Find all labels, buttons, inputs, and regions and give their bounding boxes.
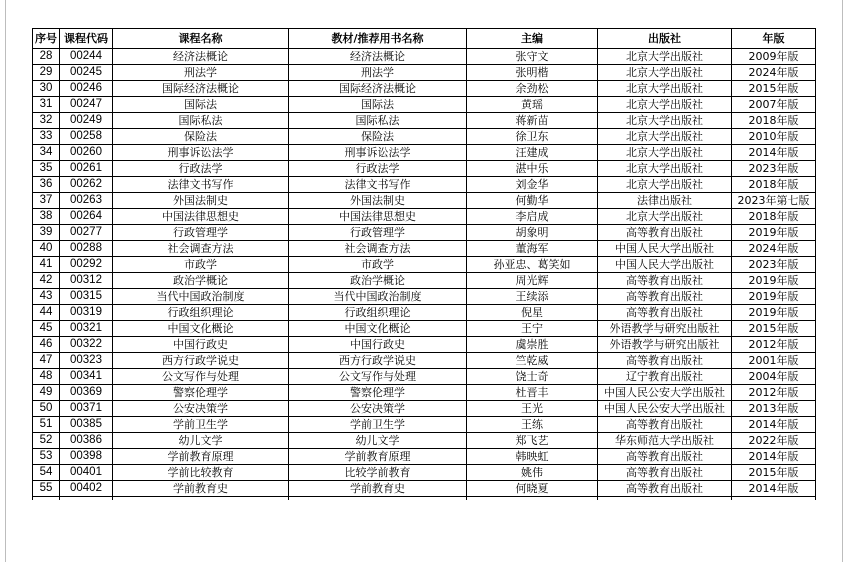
cell-editor: 王练 xyxy=(467,417,598,433)
cell-course-code: 00258 xyxy=(60,129,113,145)
cell-cropped xyxy=(732,497,816,501)
cell-edition: 2023年版 xyxy=(732,257,816,273)
cell-publisher: 北京大学出版社 xyxy=(598,129,732,145)
cell-index: 35 xyxy=(33,161,60,177)
cell-edition: 2015年版 xyxy=(732,465,816,481)
table-row xyxy=(33,449,816,465)
cell-publisher: 高等教育出版社 xyxy=(598,417,732,433)
cell-publisher: 中国人民公安大学出版社 xyxy=(598,385,732,401)
table-row xyxy=(33,241,816,257)
cell-publisher: 辽宁教育出版社 xyxy=(598,369,732,385)
cell-textbook-name: 外国法制史 xyxy=(289,193,467,209)
cell-edition: 2014年版 xyxy=(732,449,816,465)
cell-course-name: 公文写作与处理 xyxy=(113,369,289,385)
cell-edition: 2014年版 xyxy=(732,417,816,433)
cell-course-code: 00246 xyxy=(60,81,113,97)
table-row xyxy=(33,273,816,289)
cell-index: 44 xyxy=(33,305,60,321)
cell-edition: 2024年版 xyxy=(732,241,816,257)
cell-course-code: 00319 xyxy=(60,305,113,321)
cell-course-name: 公安决策学 xyxy=(113,401,289,417)
cell-edition: 2001年版 xyxy=(732,353,816,369)
table-row xyxy=(33,209,816,225)
cell-course-name: 西方行政学说史 xyxy=(113,353,289,369)
cell-course-code: 00321 xyxy=(60,321,113,337)
cell-editor: 李启成 xyxy=(467,209,598,225)
cell-edition: 2024年版 xyxy=(732,65,816,81)
cell-index: 48 xyxy=(33,369,60,385)
cell-editor: 倪星 xyxy=(467,305,598,321)
cell-textbook-name: 刑法学 xyxy=(289,65,467,81)
cell-textbook-name: 西方行政学说史 xyxy=(289,353,467,369)
cell-cropped xyxy=(113,497,289,501)
cell-index: 33 xyxy=(33,129,60,145)
cell-publisher: 高等教育出版社 xyxy=(598,449,732,465)
cell-editor: 刘金华 xyxy=(467,177,598,193)
cell-editor: 湛中乐 xyxy=(467,161,598,177)
cell-course-name: 刑事诉讼法学 xyxy=(113,145,289,161)
cell-course-code: 00402 xyxy=(60,481,113,497)
cell-edition: 2019年版 xyxy=(732,225,816,241)
cell-edition: 2015年版 xyxy=(732,321,816,337)
table-row xyxy=(33,129,816,145)
cell-course-code: 00260 xyxy=(60,145,113,161)
cell-editor: 徐卫东 xyxy=(467,129,598,145)
course-textbook-table xyxy=(32,28,816,500)
cell-course-name: 学前教育史 xyxy=(113,481,289,497)
cell-course-name: 国际经济法概论 xyxy=(113,81,289,97)
cell-edition: 2014年版 xyxy=(732,481,816,497)
cell-course-code: 00401 xyxy=(60,465,113,481)
cell-course-code: 00249 xyxy=(60,113,113,129)
table-row xyxy=(33,161,816,177)
cell-textbook-name: 警察伦理学 xyxy=(289,385,467,401)
cell-course-name: 外国法制史 xyxy=(113,193,289,209)
header-course-name: 课程名称 xyxy=(113,29,289,49)
cell-index: 32 xyxy=(33,113,60,129)
cell-textbook-name: 中国文化概论 xyxy=(289,321,467,337)
cell-edition: 2012年版 xyxy=(732,385,816,401)
cell-publisher: 高等教育出版社 xyxy=(598,273,732,289)
cell-edition: 2012年版 xyxy=(732,337,816,353)
cell-edition: 2014年版 xyxy=(732,145,816,161)
cell-textbook-name: 保险法 xyxy=(289,129,467,145)
cell-publisher: 北京大学出版社 xyxy=(598,65,732,81)
cell-edition: 2009年版 xyxy=(732,49,816,65)
table-row xyxy=(33,305,816,321)
cell-textbook-name: 刑事诉讼法学 xyxy=(289,145,467,161)
cell-course-code: 00323 xyxy=(60,353,113,369)
cell-publisher: 高等教育出版社 xyxy=(598,481,732,497)
cell-index: 52 xyxy=(33,433,60,449)
cell-index: 53 xyxy=(33,449,60,465)
cell-publisher: 北京大学出版社 xyxy=(598,161,732,177)
table-row xyxy=(33,401,816,417)
cell-course-code: 00371 xyxy=(60,401,113,417)
cell-publisher: 北京大学出版社 xyxy=(598,177,732,193)
cell-edition: 2019年版 xyxy=(732,305,816,321)
cell-publisher: 外语教学与研究出版社 xyxy=(598,337,732,353)
cell-index: 30 xyxy=(33,81,60,97)
cell-index: 29 xyxy=(33,65,60,81)
cell-textbook-name: 中国法律思想史 xyxy=(289,209,467,225)
cell-cropped xyxy=(289,497,467,501)
cell-editor: 胡象明 xyxy=(467,225,598,241)
table-header-row xyxy=(33,29,816,49)
cell-editor: 何晓夏 xyxy=(467,481,598,497)
table-row xyxy=(33,225,816,241)
cell-editor: 杜晋丰 xyxy=(467,385,598,401)
cell-textbook-name: 幼儿文学 xyxy=(289,433,467,449)
table-row xyxy=(33,177,816,193)
cell-course-code: 00369 xyxy=(60,385,113,401)
cell-editor: 虞崇胜 xyxy=(467,337,598,353)
page-edge-right xyxy=(842,0,843,562)
cell-index: 51 xyxy=(33,417,60,433)
cell-publisher: 北京大学出版社 xyxy=(598,49,732,65)
cell-course-name: 国际私法 xyxy=(113,113,289,129)
cell-textbook-name: 行政组织理论 xyxy=(289,305,467,321)
cell-publisher: 高等教育出版社 xyxy=(598,305,732,321)
cell-editor: 王光 xyxy=(467,401,598,417)
cell-course-code: 00341 xyxy=(60,369,113,385)
cell-textbook-name: 经济法概论 xyxy=(289,49,467,65)
cell-course-name: 幼儿文学 xyxy=(113,433,289,449)
cell-publisher: 中国人民公安大学出版社 xyxy=(598,401,732,417)
header-course-code: 课程代码 xyxy=(60,29,113,49)
cell-course-name: 中国行政史 xyxy=(113,337,289,353)
cell-course-name: 经济法概论 xyxy=(113,49,289,65)
cell-index: 40 xyxy=(33,241,60,257)
cell-course-name: 学前卫生学 xyxy=(113,417,289,433)
cell-editor: 余劲松 xyxy=(467,81,598,97)
cell-course-name: 市政学 xyxy=(113,257,289,273)
cell-textbook-name: 比较学前教育 xyxy=(289,465,467,481)
table-row xyxy=(33,369,816,385)
cell-editor: 郑飞艺 xyxy=(467,433,598,449)
table-row xyxy=(33,353,816,369)
cell-course-name: 中国法律思想史 xyxy=(113,209,289,225)
cell-editor: 何勤华 xyxy=(467,193,598,209)
cell-textbook-name: 学前卫生学 xyxy=(289,417,467,433)
cell-publisher: 北京大学出版社 xyxy=(598,81,732,97)
cell-course-code: 00292 xyxy=(60,257,113,273)
table-row xyxy=(33,321,816,337)
cell-index: 28 xyxy=(33,49,60,65)
table-row xyxy=(33,385,816,401)
table-row xyxy=(33,433,816,449)
cell-index: 49 xyxy=(33,385,60,401)
table-row xyxy=(33,65,816,81)
cell-editor: 汪建成 xyxy=(467,145,598,161)
table-row xyxy=(33,49,816,65)
cell-textbook-name: 市政学 xyxy=(289,257,467,273)
cell-textbook-name: 国际私法 xyxy=(289,113,467,129)
cell-course-code: 00385 xyxy=(60,417,113,433)
cell-course-name: 国际法 xyxy=(113,97,289,113)
cell-edition: 2018年版 xyxy=(732,113,816,129)
cell-edition: 2007年版 xyxy=(732,97,816,113)
cell-course-code: 00398 xyxy=(60,449,113,465)
cell-edition: 2022年版 xyxy=(732,433,816,449)
cell-cropped xyxy=(467,497,598,501)
cell-course-code: 00322 xyxy=(60,337,113,353)
cell-publisher: 中国人民大学出版社 xyxy=(598,241,732,257)
cell-index: 54 xyxy=(33,465,60,481)
cell-publisher: 北京大学出版社 xyxy=(598,97,732,113)
header-editor: 主编 xyxy=(467,29,598,49)
cell-publisher: 高等教育出版社 xyxy=(598,353,732,369)
cell-editor: 姚伟 xyxy=(467,465,598,481)
cell-editor: 饶士奇 xyxy=(467,369,598,385)
cell-edition: 2013年版 xyxy=(732,401,816,417)
cell-edition: 2018年版 xyxy=(732,177,816,193)
table-row xyxy=(33,145,816,161)
cell-edition: 2019年版 xyxy=(732,273,816,289)
cell-editor: 韩映虹 xyxy=(467,449,598,465)
cell-course-code: 00312 xyxy=(60,273,113,289)
cell-textbook-name: 社会调查方法 xyxy=(289,241,467,257)
cell-course-name: 社会调查方法 xyxy=(113,241,289,257)
cell-editor: 张守文 xyxy=(467,49,598,65)
cell-course-name: 行政管理学 xyxy=(113,225,289,241)
cell-edition: 2004年版 xyxy=(732,369,816,385)
cell-course-code: 00245 xyxy=(60,65,113,81)
cell-course-name: 行政组织理论 xyxy=(113,305,289,321)
cell-course-code: 00261 xyxy=(60,161,113,177)
cell-editor: 董海军 xyxy=(467,241,598,257)
cell-textbook-name: 行政管理学 xyxy=(289,225,467,241)
cell-index: 34 xyxy=(33,145,60,161)
cell-course-name: 刑法学 xyxy=(113,65,289,81)
cell-course-name: 学前比较教育 xyxy=(113,465,289,481)
cell-index: 41 xyxy=(33,257,60,273)
cell-textbook-name: 政治学概论 xyxy=(289,273,467,289)
cell-publisher: 法律出版社 xyxy=(598,193,732,209)
cell-edition: 2023年版 xyxy=(732,161,816,177)
cell-publisher: 高等教育出版社 xyxy=(598,225,732,241)
table-row xyxy=(33,113,816,129)
cell-publisher: 中国人民大学出版社 xyxy=(598,257,732,273)
cell-index: 43 xyxy=(33,289,60,305)
cell-editor: 张明楷 xyxy=(467,65,598,81)
cell-course-name: 法律文书写作 xyxy=(113,177,289,193)
cell-textbook-name: 国际经济法概论 xyxy=(289,81,467,97)
table-row xyxy=(33,417,816,433)
cell-textbook-name: 公文写作与处理 xyxy=(289,369,467,385)
cell-course-name: 保险法 xyxy=(113,129,289,145)
table-row xyxy=(33,193,816,209)
header-edition: 年版 xyxy=(732,29,816,49)
cell-course-code: 00277 xyxy=(60,225,113,241)
cell-course-name: 警察伦理学 xyxy=(113,385,289,401)
cell-index: 47 xyxy=(33,353,60,369)
table-row xyxy=(33,481,816,497)
cell-publisher: 高等教育出版社 xyxy=(598,465,732,481)
cell-publisher: 北京大学出版社 xyxy=(598,145,732,161)
table-row xyxy=(33,257,816,273)
cell-textbook-name: 公安决策学 xyxy=(289,401,467,417)
cell-textbook-name: 法律文书写作 xyxy=(289,177,467,193)
cell-edition: 2018年版 xyxy=(732,209,816,225)
cell-course-code: 00386 xyxy=(60,433,113,449)
cell-course-code: 00264 xyxy=(60,209,113,225)
cell-edition: 2023年第七版 xyxy=(732,193,816,209)
header-textbook-name: 教材/推荐用书名称 xyxy=(289,29,467,49)
cell-editor: 黄瑶 xyxy=(467,97,598,113)
cell-publisher: 北京大学出版社 xyxy=(598,113,732,129)
cell-publisher: 华东师范大学出版社 xyxy=(598,433,732,449)
cell-edition: 2010年版 xyxy=(732,129,816,145)
cell-course-name: 学前教育原理 xyxy=(113,449,289,465)
cell-course-name: 当代中国政治制度 xyxy=(113,289,289,305)
cell-index: 36 xyxy=(33,177,60,193)
table-row xyxy=(33,337,816,353)
cell-course-code: 00315 xyxy=(60,289,113,305)
table-row xyxy=(33,289,816,305)
cell-editor: 蒋新苗 xyxy=(467,113,598,129)
table-row-cropped xyxy=(33,497,816,501)
cell-index: 37 xyxy=(33,193,60,209)
cell-course-code: 00263 xyxy=(60,193,113,209)
page-edge-left xyxy=(5,0,6,562)
cell-cropped xyxy=(33,497,60,501)
cell-editor: 王续添 xyxy=(467,289,598,305)
cell-textbook-name: 国际法 xyxy=(289,97,467,113)
cell-index: 46 xyxy=(33,337,60,353)
cell-index: 31 xyxy=(33,97,60,113)
cell-textbook-name: 学前教育原理 xyxy=(289,449,467,465)
cell-cropped xyxy=(598,497,732,501)
cell-course-name: 政治学概论 xyxy=(113,273,289,289)
cell-publisher: 外语教学与研究出版社 xyxy=(598,321,732,337)
header-index: 序号 xyxy=(33,29,60,49)
cell-course-name: 中国文化概论 xyxy=(113,321,289,337)
cell-editor: 孙亚忠、葛笑如 xyxy=(467,257,598,273)
header-publisher: 出版社 xyxy=(598,29,732,49)
cell-publisher: 北京大学出版社 xyxy=(598,209,732,225)
cell-index: 55 xyxy=(33,481,60,497)
cell-textbook-name: 学前教育史 xyxy=(289,481,467,497)
cell-textbook-name: 行政法学 xyxy=(289,161,467,177)
cell-course-code: 00262 xyxy=(60,177,113,193)
cell-course-code: 00247 xyxy=(60,97,113,113)
cell-publisher: 高等教育出版社 xyxy=(598,289,732,305)
table-row xyxy=(33,81,816,97)
table-body xyxy=(33,49,816,501)
cell-textbook-name: 当代中国政治制度 xyxy=(289,289,467,305)
cell-index: 39 xyxy=(33,225,60,241)
table-row xyxy=(33,97,816,113)
cell-editor: 周光辉 xyxy=(467,273,598,289)
table-row xyxy=(33,465,816,481)
cell-textbook-name: 中国行政史 xyxy=(289,337,467,353)
cell-edition: 2015年版 xyxy=(732,81,816,97)
cell-course-code: 00288 xyxy=(60,241,113,257)
cell-index: 42 xyxy=(33,273,60,289)
cell-cropped xyxy=(60,497,113,501)
cell-index: 38 xyxy=(33,209,60,225)
cell-editor: 竺乾威 xyxy=(467,353,598,369)
cell-index: 50 xyxy=(33,401,60,417)
cell-course-code: 00244 xyxy=(60,49,113,65)
cell-edition: 2019年版 xyxy=(732,289,816,305)
cell-index: 45 xyxy=(33,321,60,337)
cell-editor: 王宁 xyxy=(467,321,598,337)
cell-course-name: 行政法学 xyxy=(113,161,289,177)
